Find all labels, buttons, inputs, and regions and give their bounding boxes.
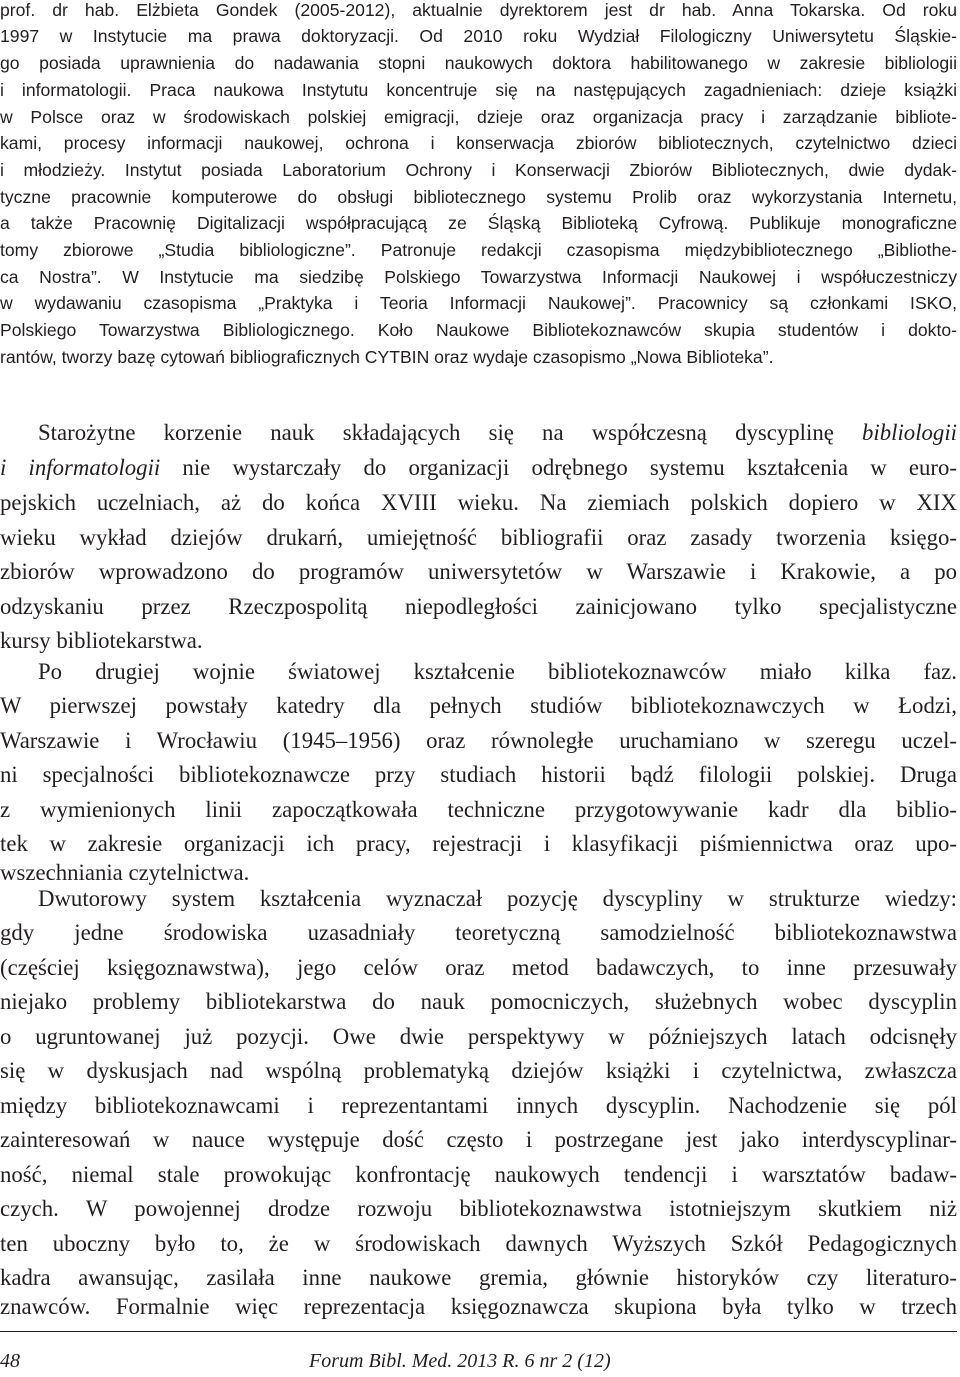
text-line: ność, niemal stale prowokując konfrontację naukowych tendencji i warsztatów badaw-	[0, 1162, 957, 1187]
text-line: w wydawaniu czasopisma „Praktyka i Teoria Informacji Naukowej”. Pracownicy są członkami ISKO,	[0, 293, 957, 313]
text-line: z wymienionych linii zapoczątkowała techniczne przygotowywanie kadr dla biblio-	[0, 797, 957, 822]
text-line	[0, 455, 957, 481]
footer-rule	[0, 1331, 957, 1332]
text-line	[38, 420, 957, 446]
text-line: Po drugiej wojnie światowej kształcenie bibliotekoznawców miało kilka faz.	[38, 659, 957, 684]
text-line: gdy jedne środowiska uzasadniały teoretyczną samodzielność bibliotekoznawstwa	[0, 920, 957, 945]
text-line: W pierwszej powstały katedry dla pełnych studiów bibliotekoznawczych w Łodzi,	[0, 693, 957, 718]
text-line: między bibliotekoznawcami i reprezentantami innych dyscyplin. Nachodzenie się pól	[0, 1093, 957, 1118]
text-line: ca Nostra”. W Instytucie ma siedzibę Polskiego Towarzystwa Informacji Naukowej i współuczestniczy	[0, 267, 957, 287]
text-line: zbiorów wprowadzono do programów uniwersytetów w Warszawie i Krakowie, a po	[0, 559, 957, 584]
text-line: Dwutorowy system kształcenia wyznaczał pozycję dyscypliny w strukturze wiedzy:	[38, 886, 957, 911]
text-line: Warszawie i Wrocławiu (1945–1956) oraz równoległe uruchamiano w szeregu uczel-	[0, 728, 957, 753]
text-line: kursy bibliotekarstwa.	[0, 628, 203, 653]
text-line: (częściej księgoznawstwa), jego celów oraz metod badawczych, to inne przesuwały	[0, 955, 957, 980]
text-line: rantów, tworzy bazę cytowań bibliograficznych CYTBIN oraz wydaje czasopismo „Nowa Biblioteka”.	[0, 347, 774, 367]
text-line: znawców. Formalnie więc reprezentacja księgoznawcza skupiona była tylko w trzech	[0, 1294, 957, 1319]
journal-citation: Forum Bibl. Med. 2013 R. 6 nr 2 (12)	[309, 1350, 611, 1372]
text-line: kami, procesy informacji naukowej, ochrona i konserwacja zbiorów bibliotecznych, czytelnictwo dzieci	[0, 133, 957, 153]
italic-term: bibliologii	[862, 420, 957, 445]
text-line: prof. dr hab. Elżbieta Gondek (2005-2012), aktualnie dyrektorem jest dr hab. Anna Tokarska. Od roku	[0, 0, 957, 20]
text-line: w Polsce oraz w środowiskach polskiej emigracji, dzieje oraz organizacja pracy i zarządzanie bibliote-	[0, 107, 957, 127]
page-number: 48	[0, 1350, 20, 1372]
text-line: 1997 w Instytucie ma prawa doktoryzacji. Od 2010 roku Wydział Filologiczny Uniwersytetu Śląskie-	[0, 26, 957, 46]
text-line: go posiada uprawnienia do nadawania stopni naukowych doktora habilitowanego w zakresie bibliologii	[0, 53, 957, 73]
text-line: Polskiego Towarzystwa Bibliologicznego. Koło Naukowe Bibliotekoznawców skupia studentów i dokto-	[0, 320, 957, 340]
text-line: odzyskaniu przez Rzeczpospolitą niepodległości zainicjowano tylko specjalistyczne	[0, 594, 957, 619]
text-line: wszechniania czytelnictwa.	[0, 860, 250, 885]
text-line: ten uboczny było to, że w środowiskach dawnych Wyższych Szkół Pedagogicznych	[0, 1231, 957, 1256]
text-line: a także Pracownię Digitalizacji współpracującą ze Śląską Biblioteką Cyfrową. Publikuje monograficzne	[0, 213, 957, 233]
text-line: czych. W powojennej drodze rozwoju bibliotekoznawstwa istotniejszym skutkiem niż	[0, 1196, 957, 1221]
text-line: zainteresowań w nauce występuje dość często i postrzegane jest jako interdyscyplinar-	[0, 1127, 957, 1152]
text-line: i informatologii. Praca naukowa Instytutu koncentruje się na następujących zagadnieniach: dzieje książki	[0, 80, 957, 100]
text-span: nie wystarczały do organizacji odrębnego systemu kształcenia w euro-	[160, 455, 957, 480]
text-line: niejako problemy bibliotekarstwa do nauk pomocniczych, służebnych wobec dyscyplin	[0, 989, 957, 1014]
text-span: Starożytne korzenie nauk składających się na współczesną dyscyplinę	[38, 420, 862, 445]
italic-term: i informatologii	[0, 455, 161, 480]
text-line: się w dyskusjach nad wspólną problematyką dziejów książki i czytelnictwa, zwłaszcza	[0, 1058, 957, 1083]
text-line: tyczne pracownie komputerowe do obsługi bibliotecznego systemu Prolib oraz wykorzystania Internetu,	[0, 187, 957, 207]
text-line: o ugruntowanej już pozycji. Owe dwie perspektywy w późniejszych latach odcisnęły	[0, 1024, 957, 1049]
text-line: tomy zbiorowe „Studia bibliologiczne”. Patronuje redakcji czasopisma międzybibliotecznego „Bibliothe-	[0, 240, 957, 260]
text-line: wieku wykład dziejów drukarń, umiejętność bibliografii oraz zasady tworzenia księgo-	[0, 525, 957, 550]
text-line: ni specjalności bibliotekoznawcze przy studiach historii bądź filologii polskiej. Druga	[0, 762, 957, 787]
text-line: kadra awansując, zasilała inne naukowe gremia, głównie historyków czy literaturo-	[0, 1265, 957, 1290]
text-line: tek w zakresie organizacji ich pracy, rejestracji i klasyfikacji piśmiennictwa oraz upo-	[0, 831, 957, 856]
text-line: pejskich uczelniach, aż do końca XVIII wieku. Na ziemiach polskich dopiero w XIX	[0, 490, 957, 515]
text-line: i młodzieży. Instytut posiada Laboratorium Ochrony i Konserwacji Zbiorów Bibliotecznych, dwie dydak-	[0, 160, 957, 180]
